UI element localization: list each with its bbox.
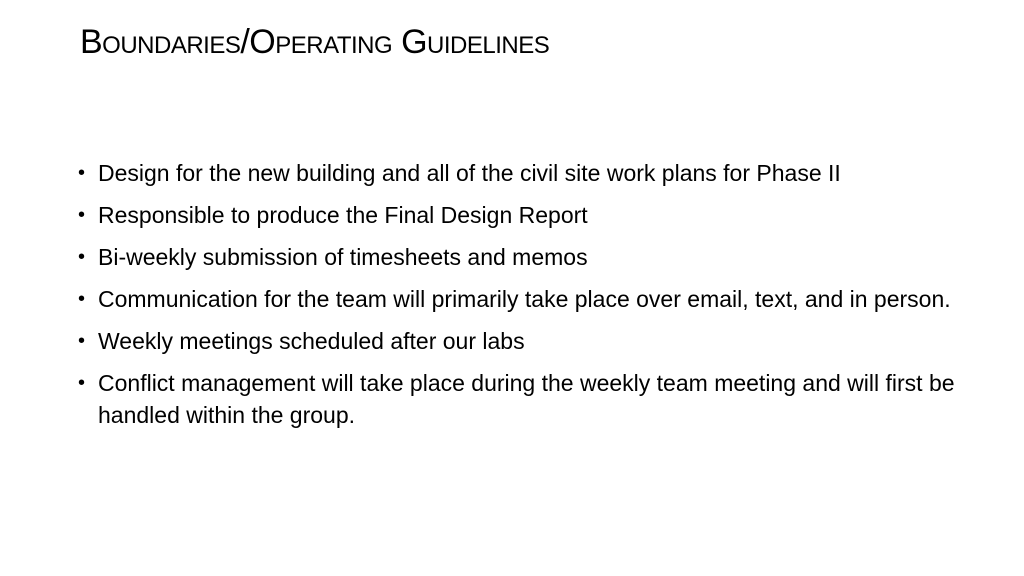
bullet-text: Responsible to produce the Final Design Report xyxy=(98,202,588,228)
bullet-dot-icon: • xyxy=(78,162,86,184)
bullet-item xyxy=(78,283,958,315)
bullet-item xyxy=(78,241,958,273)
bullet-dot-icon: • xyxy=(78,204,86,226)
bullet-dot-icon: • xyxy=(78,288,86,310)
bullet-dot-icon: • xyxy=(78,372,86,394)
bullet-text: Conflict management will take place during the weekly team meeting and will first be handled within the group. xyxy=(98,370,955,428)
slide-title: Boundaries/Operating Guidelines xyxy=(80,23,550,61)
bullet-text: Communication for the team will primarily take place over email, text, and in person. xyxy=(98,286,951,312)
bullet-dot-icon: • xyxy=(78,246,86,268)
bullet-item xyxy=(78,157,958,189)
bullet-text: Weekly meetings scheduled after our labs xyxy=(98,328,525,354)
bullet-dot-icon: • xyxy=(78,330,86,352)
bullet-item xyxy=(78,325,958,357)
bullet-item xyxy=(78,367,958,431)
bullet-item xyxy=(78,199,958,231)
bullet-text: Design for the new building and all of the civil site work plans for Phase II xyxy=(98,160,841,186)
bullet-text: Bi-weekly submission of timesheets and memos xyxy=(98,244,588,270)
bullet-list xyxy=(78,157,958,441)
